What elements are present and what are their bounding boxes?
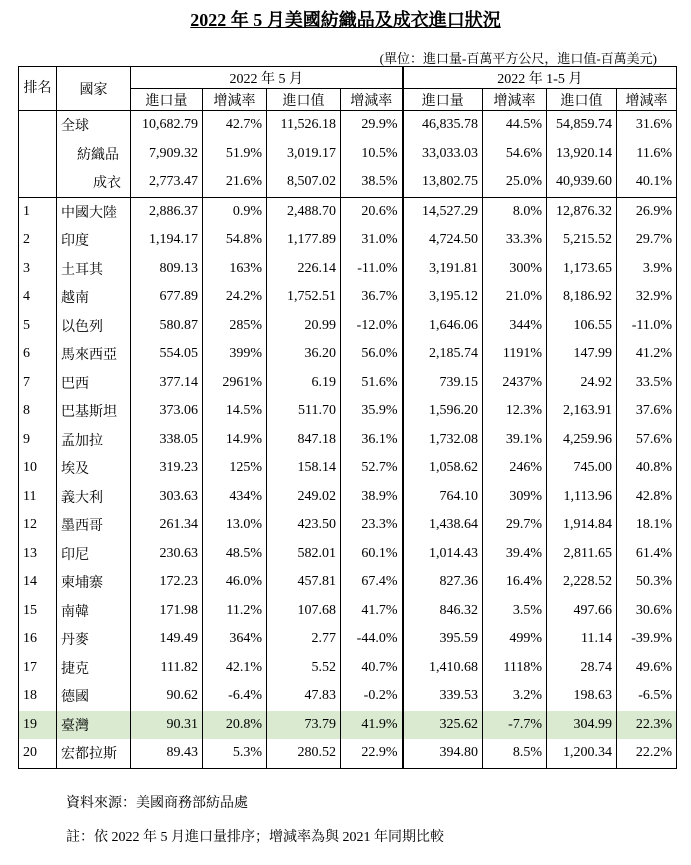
value-cell: 26.9% — [617, 197, 677, 226]
value-cell: 3.9% — [617, 255, 677, 284]
value-cell: 46,835.78 — [403, 111, 483, 140]
table-row — [19, 226, 677, 255]
value-cell: 31.6% — [617, 111, 677, 140]
table-row — [19, 597, 677, 626]
value-cell: 4,259.96 — [547, 426, 617, 455]
value-cell: 14.9% — [203, 426, 267, 455]
value-cell: 10.5% — [341, 140, 403, 169]
value-cell: 60.1% — [341, 540, 403, 569]
value-cell: 13.0% — [203, 511, 267, 540]
country-cell: 臺灣 — [57, 711, 131, 740]
value-cell: -12.0% — [341, 312, 403, 341]
value-cell: 280.52 — [267, 739, 341, 768]
value-cell: 1,438.64 — [403, 511, 483, 540]
country-cell: 印尼 — [57, 540, 131, 569]
value-cell: 423.50 — [267, 511, 341, 540]
rank-cell: 7 — [19, 369, 57, 398]
value-cell: -11.0% — [617, 312, 677, 341]
value-cell: 158.14 — [267, 454, 341, 483]
value-cell: 41.2% — [617, 340, 677, 369]
table-row — [19, 197, 677, 226]
value-cell: 300% — [483, 255, 547, 284]
rank-cell: 8 — [19, 397, 57, 426]
value-cell: 89.43 — [131, 739, 203, 768]
value-cell: -6.5% — [617, 682, 677, 711]
value-cell: 2,185.74 — [403, 340, 483, 369]
country-cell: 馬來西亞 — [57, 340, 131, 369]
value-cell: 11,526.18 — [267, 111, 341, 140]
value-cell: 434% — [203, 483, 267, 512]
value-cell: 33.3% — [483, 226, 547, 255]
country-cell: 孟加拉 — [57, 426, 131, 455]
country-cell: 宏都拉斯 — [57, 739, 131, 768]
value-cell: 8.0% — [483, 197, 547, 226]
value-cell: 48.5% — [203, 540, 267, 569]
value-cell: 18.1% — [617, 511, 677, 540]
value-cell: 309% — [483, 483, 547, 512]
value-cell: -39.9% — [617, 625, 677, 654]
value-cell: 40,939.60 — [547, 168, 617, 197]
value-cell: 739.15 — [403, 369, 483, 398]
value-cell: 13,920.14 — [547, 140, 617, 169]
value-cell: 827.36 — [403, 568, 483, 597]
value-cell: 580.87 — [131, 312, 203, 341]
value-cell: 377.14 — [131, 369, 203, 398]
value-cell: 50.3% — [617, 568, 677, 597]
table-row — [19, 397, 677, 426]
value-cell: 39.4% — [483, 540, 547, 569]
value-cell: -7.7% — [483, 711, 547, 740]
value-cell: 36.7% — [341, 283, 403, 312]
value-cell: 457.81 — [267, 568, 341, 597]
column-header: 進口量 — [403, 89, 483, 111]
rank-cell: 5 — [19, 312, 57, 341]
value-cell: 373.06 — [131, 397, 203, 426]
table-row — [19, 312, 677, 341]
value-cell: 246% — [483, 454, 547, 483]
value-cell: 285% — [203, 312, 267, 341]
value-cell: 6.19 — [267, 369, 341, 398]
value-cell: 14.5% — [203, 397, 267, 426]
value-cell: 54.8% — [203, 226, 267, 255]
value-cell: 499% — [483, 625, 547, 654]
country-cell: 土耳其 — [57, 255, 131, 284]
country-cell: 中國大陸 — [57, 197, 131, 226]
value-cell: 51.6% — [341, 369, 403, 398]
column-header: 增減率 — [203, 89, 267, 111]
value-cell: 20.6% — [341, 197, 403, 226]
value-cell: 36.20 — [267, 340, 341, 369]
value-cell: 40.7% — [341, 654, 403, 683]
rank-cell: 15 — [19, 597, 57, 626]
value-cell: 2,811.65 — [547, 540, 617, 569]
value-cell: 1,194.17 — [131, 226, 203, 255]
value-cell: 22.2% — [617, 739, 677, 768]
value-cell: 399% — [203, 340, 267, 369]
country-cell: 墨西哥 — [57, 511, 131, 540]
country-cell: 柬埔寨 — [57, 568, 131, 597]
value-cell: 745.00 — [547, 454, 617, 483]
country-cell: 成衣 — [57, 168, 131, 197]
value-cell: 13,802.75 — [403, 168, 483, 197]
value-cell: 39.1% — [483, 426, 547, 455]
value-cell: 32.9% — [617, 283, 677, 312]
value-cell: 2,163.91 — [547, 397, 617, 426]
value-cell: 1,646.06 — [403, 312, 483, 341]
value-cell: 1,058.62 — [403, 454, 483, 483]
value-cell: -0.2% — [341, 682, 403, 711]
value-cell: 303.63 — [131, 483, 203, 512]
rank-cell: 9 — [19, 426, 57, 455]
value-cell: 171.98 — [131, 597, 203, 626]
value-cell: 44.5% — [483, 111, 547, 140]
value-cell: 61.4% — [617, 540, 677, 569]
rank-cell: 4 — [19, 283, 57, 312]
value-cell: 1,113.96 — [547, 483, 617, 512]
table-row — [19, 255, 677, 284]
value-cell: 1,014.43 — [403, 540, 483, 569]
country-cell: 越南 — [57, 283, 131, 312]
value-cell: 2437% — [483, 369, 547, 398]
rank-cell: 12 — [19, 511, 57, 540]
value-cell: 57.6% — [617, 426, 677, 455]
value-cell: 1,173.65 — [547, 255, 617, 284]
value-cell: 90.31 — [131, 711, 203, 740]
rank-cell: 10 — [19, 454, 57, 483]
rank-cell: 20 — [19, 739, 57, 768]
value-cell: 8.5% — [483, 739, 547, 768]
value-cell: 47.83 — [267, 682, 341, 711]
value-cell: 24.92 — [547, 369, 617, 398]
unit-note: (單位：進口量-百萬平方公尺，進口值-百萬美元) — [379, 51, 657, 66]
value-cell: 5,215.52 — [547, 226, 617, 255]
country-cell: 捷克 — [57, 654, 131, 683]
value-cell: 28.74 — [547, 654, 617, 683]
table-row — [19, 483, 677, 512]
value-cell: 764.10 — [403, 483, 483, 512]
value-cell: 147.99 — [547, 340, 617, 369]
value-cell: 198.63 — [547, 682, 617, 711]
value-cell: 29.7% — [617, 226, 677, 255]
value-cell: 16.4% — [483, 568, 547, 597]
table-row — [19, 454, 677, 483]
value-cell: 11.6% — [617, 140, 677, 169]
rank-cell: 6 — [19, 340, 57, 369]
country-cell: 南韓 — [57, 597, 131, 626]
value-cell: 125% — [203, 454, 267, 483]
table-row — [19, 540, 677, 569]
value-cell: 20.99 — [267, 312, 341, 341]
country-cell: 以色列 — [57, 312, 131, 341]
value-cell: 11.2% — [203, 597, 267, 626]
value-cell: 1,732.08 — [403, 426, 483, 455]
value-cell: 2961% — [203, 369, 267, 398]
rank-cell — [19, 140, 57, 169]
import-table — [18, 66, 677, 769]
table-row — [19, 340, 677, 369]
value-cell: 809.13 — [131, 255, 203, 284]
value-cell: 42.7% — [203, 111, 267, 140]
value-cell: 1,596.20 — [403, 397, 483, 426]
country-cell: 巴基斯坦 — [57, 397, 131, 426]
value-cell: 3,191.81 — [403, 255, 483, 284]
value-cell: 38.5% — [341, 168, 403, 197]
value-cell: 54,859.74 — [547, 111, 617, 140]
value-cell: 56.0% — [341, 340, 403, 369]
value-cell: -6.4% — [203, 682, 267, 711]
value-cell: 319.23 — [131, 454, 203, 483]
value-cell: 49.6% — [617, 654, 677, 683]
summary-row — [19, 168, 677, 197]
value-cell: 73.79 — [267, 711, 341, 740]
country-cell: 埃及 — [57, 454, 131, 483]
value-cell: 42.1% — [203, 654, 267, 683]
value-cell: 24.2% — [203, 283, 267, 312]
country-cell: 義大利 — [57, 483, 131, 512]
value-cell: 31.0% — [341, 226, 403, 255]
table-row — [19, 711, 677, 740]
value-cell: 42.8% — [617, 483, 677, 512]
rank-cell: 13 — [19, 540, 57, 569]
value-cell: 511.70 — [267, 397, 341, 426]
value-cell: 90.62 — [131, 682, 203, 711]
value-cell: 29.9% — [341, 111, 403, 140]
value-cell: 1,410.68 — [403, 654, 483, 683]
value-cell: 21.0% — [483, 283, 547, 312]
value-cell: 2,886.37 — [131, 197, 203, 226]
value-cell: 33,033.03 — [403, 140, 483, 169]
value-cell: 40.1% — [617, 168, 677, 197]
value-cell: 2,773.47 — [131, 168, 203, 197]
value-cell: 20.8% — [203, 711, 267, 740]
rank-cell — [19, 168, 57, 197]
value-cell: 582.01 — [267, 540, 341, 569]
source-note: 資料來源：美國商務部紡品處 — [66, 796, 248, 811]
country-cell: 丹麥 — [57, 625, 131, 654]
value-cell: 149.49 — [131, 625, 203, 654]
value-cell: 497.66 — [547, 597, 617, 626]
rank-cell: 16 — [19, 625, 57, 654]
value-cell: 14,527.29 — [403, 197, 483, 226]
value-cell: 107.68 — [267, 597, 341, 626]
value-cell: 30.6% — [617, 597, 677, 626]
value-cell: 12,876.32 — [547, 197, 617, 226]
value-cell: 7,909.32 — [131, 140, 203, 169]
table-row — [19, 654, 677, 683]
value-cell: 249.02 — [267, 483, 341, 512]
value-cell: 10,682.79 — [131, 111, 203, 140]
value-cell: 1191% — [483, 340, 547, 369]
value-cell: 5.3% — [203, 739, 267, 768]
value-cell: 394.80 — [403, 739, 483, 768]
value-cell: 3,019.17 — [267, 140, 341, 169]
value-cell: 33.5% — [617, 369, 677, 398]
value-cell: 1,200.34 — [547, 739, 617, 768]
rank-cell: 2 — [19, 226, 57, 255]
value-cell: 3.5% — [483, 597, 547, 626]
value-cell: 0.9% — [203, 197, 267, 226]
value-cell: 847.18 — [267, 426, 341, 455]
header-period-month: 2022 年 5 月 — [131, 67, 403, 89]
column-header: 增減率 — [617, 89, 677, 111]
value-cell: 2,488.70 — [267, 197, 341, 226]
value-cell: 46.0% — [203, 568, 267, 597]
value-cell: 29.7% — [483, 511, 547, 540]
table-row — [19, 426, 677, 455]
country-cell: 紡織品 — [57, 140, 131, 169]
value-cell: 22.3% — [617, 711, 677, 740]
value-cell: 677.89 — [131, 283, 203, 312]
value-cell: 106.55 — [547, 312, 617, 341]
table-row — [19, 369, 677, 398]
rank-cell: 3 — [19, 255, 57, 284]
page-title: 2022 年 5 月美國紡織品及成衣進口狀況 — [190, 10, 501, 30]
value-cell: 172.23 — [131, 568, 203, 597]
value-cell: 11.14 — [547, 625, 617, 654]
value-cell: 846.32 — [403, 597, 483, 626]
value-cell: 304.99 — [547, 711, 617, 740]
rank-cell: 14 — [19, 568, 57, 597]
rank-cell: 18 — [19, 682, 57, 711]
rank-cell: 17 — [19, 654, 57, 683]
table-row — [19, 283, 677, 312]
value-cell: -11.0% — [341, 255, 403, 284]
rank-cell — [19, 111, 57, 140]
value-cell: 41.7% — [341, 597, 403, 626]
value-cell: 325.62 — [403, 711, 483, 740]
value-cell: 40.8% — [617, 454, 677, 483]
value-cell: 230.63 — [131, 540, 203, 569]
value-cell: 51.9% — [203, 140, 267, 169]
value-cell: 554.05 — [131, 340, 203, 369]
header-rank: 排名 — [19, 67, 57, 111]
value-cell: 2.77 — [267, 625, 341, 654]
table-row — [19, 739, 677, 768]
value-cell: 395.59 — [403, 625, 483, 654]
value-cell: 8,507.02 — [267, 168, 341, 197]
value-cell: 36.1% — [341, 426, 403, 455]
value-cell: 54.6% — [483, 140, 547, 169]
column-header: 增減率 — [341, 89, 403, 111]
value-cell: 226.14 — [267, 255, 341, 284]
country-cell: 巴西 — [57, 369, 131, 398]
summary-row — [19, 111, 677, 140]
value-cell: 25.0% — [483, 168, 547, 197]
value-cell: 38.9% — [341, 483, 403, 512]
table-row — [19, 568, 677, 597]
rank-cell: 1 — [19, 197, 57, 226]
header-country: 國家 — [57, 67, 131, 111]
value-cell: 4,724.50 — [403, 226, 483, 255]
value-cell: 1,914.84 — [547, 511, 617, 540]
value-cell: 5.52 — [267, 654, 341, 683]
value-cell: 364% — [203, 625, 267, 654]
value-cell: 339.53 — [403, 682, 483, 711]
value-cell: 261.34 — [131, 511, 203, 540]
country-cell: 德國 — [57, 682, 131, 711]
value-cell: 12.3% — [483, 397, 547, 426]
value-cell: 111.82 — [131, 654, 203, 683]
column-header: 進口值 — [547, 89, 617, 111]
country-cell: 印度 — [57, 226, 131, 255]
table-row — [19, 511, 677, 540]
value-cell: 8,186.92 — [547, 283, 617, 312]
value-cell: 67.4% — [341, 568, 403, 597]
rank-cell: 19 — [19, 711, 57, 740]
value-cell: 35.9% — [341, 397, 403, 426]
value-cell: 41.9% — [341, 711, 403, 740]
footnote: 註：依 2022 年 5 月進口量排序；增減率為與 2021 年同期比較 — [66, 830, 444, 845]
column-header: 進口量 — [131, 89, 203, 111]
value-cell: 21.6% — [203, 168, 267, 197]
column-header: 進口值 — [267, 89, 341, 111]
rank-cell: 11 — [19, 483, 57, 512]
value-cell: 2,228.52 — [547, 568, 617, 597]
value-cell: -44.0% — [341, 625, 403, 654]
value-cell: 338.05 — [131, 426, 203, 455]
value-cell: 3.2% — [483, 682, 547, 711]
value-cell: 52.7% — [341, 454, 403, 483]
value-cell: 3,195.12 — [403, 283, 483, 312]
value-cell: 1,177.89 — [267, 226, 341, 255]
value-cell: 1118% — [483, 654, 547, 683]
table-row — [19, 625, 677, 654]
value-cell: 23.3% — [341, 511, 403, 540]
column-header: 增減率 — [483, 89, 547, 111]
value-cell: 163% — [203, 255, 267, 284]
header-period-ytd: 2022 年 1-5 月 — [403, 67, 677, 89]
value-cell: 344% — [483, 312, 547, 341]
value-cell: 22.9% — [341, 739, 403, 768]
value-cell: 37.6% — [617, 397, 677, 426]
summary-row — [19, 140, 677, 169]
table-row — [19, 682, 677, 711]
value-cell: 1,752.51 — [267, 283, 341, 312]
country-cell: 全球 — [57, 111, 131, 140]
